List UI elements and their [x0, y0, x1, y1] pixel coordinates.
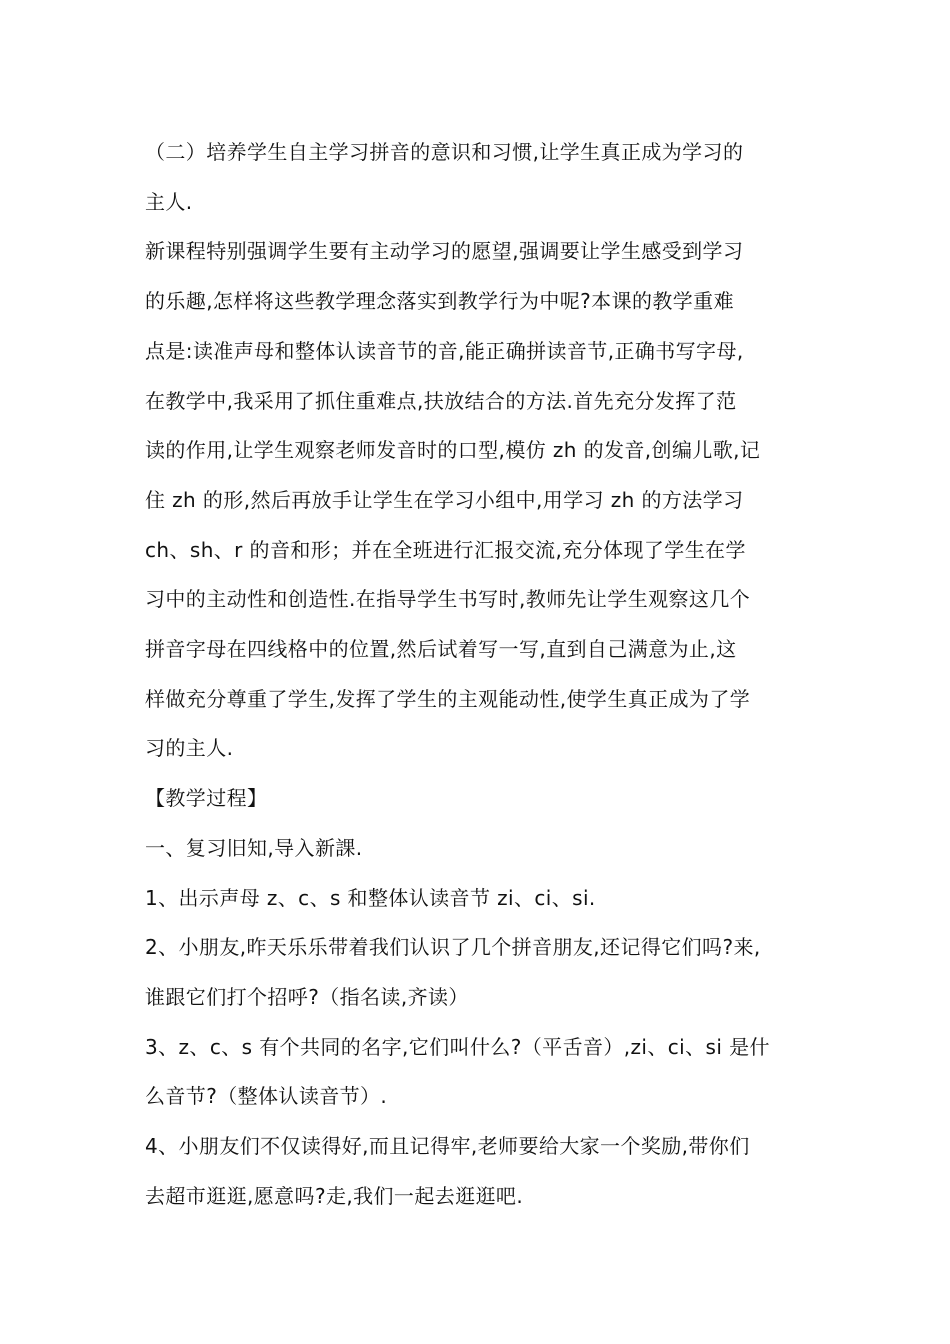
text-line: 读的作用,让学生观察老师发音时的口型,模仿 zh 的发音,创编儿歌,记	[145, 438, 761, 463]
text-line: 1、出示声母 z、c、s 和整体认读音节 zi、ci、si.	[145, 885, 596, 910]
list-item-1	[145, 874, 815, 924]
text-line: 的乐趣,怎样将这些教学理念落实到教学行为中呢?本课的教学重难	[145, 289, 734, 314]
text-line: 去超市逛逛,愿意吗?走,我们一起去逛逛吧.	[145, 1183, 524, 1208]
text-line: 么音节?（整体认读音节）.	[145, 1084, 388, 1109]
text-line: 在教学中,我采用了抓住重难点,扶放结合的方法.首先充分发挥了范	[145, 388, 737, 413]
paragraph-rationale	[145, 227, 815, 774]
text-line: 习中的主动性和创造性.在指导学生书写时,教师先让学生观察这几个	[145, 587, 751, 612]
text-line: 3、z、c、s 有个共同的名字,它们叫什么?（平舌音）,zi、ci、si 是什	[145, 1034, 770, 1059]
text-line: 住 zh 的形,然后再放手让学生在学习小组中,用学习 zh 的方法学习	[145, 487, 744, 512]
text-line: ch、sh、r 的音和形；并在全班进行汇报交流,充分体现了学生在学	[145, 537, 746, 562]
paragraph-goal	[145, 128, 815, 227]
document-body	[145, 128, 815, 1221]
text-line: 习的主人.	[145, 736, 234, 761]
text-line: 谁跟它们打个招呼?（指名读,齐读）	[145, 984, 469, 1009]
text-line: 新课程特别强调学生要有主动学习的愿望,强调要让学生感受到学习	[145, 239, 744, 264]
step-heading-review	[145, 824, 815, 874]
text-line: 一、复习旧知,导入新課.	[145, 835, 363, 860]
heading-text: 【教学过程】	[145, 786, 268, 811]
text-line: 2、小朋友,昨天乐乐带着我们认识了几个拼音朋友,还记得它们吗?来,	[145, 935, 761, 960]
text-line: （二）培养学生自主学习拼音的意识和习惯,让学生真正成为学习的	[145, 140, 744, 164]
section-heading-teaching-process	[145, 774, 815, 824]
text-line: 样做充分尊重了学生,发挥了学生的主观能动性,使学生真正成为了学	[145, 686, 751, 711]
text-line: 点是:读准声母和整体认读音节的音,能正确拼读音节,正确书写字母,	[145, 338, 744, 363]
text-line: 4、小朋友们不仅读得好,而且记得牢,老师要给大家一个奖励,带你们	[145, 1134, 750, 1159]
list-item-2	[145, 923, 815, 1022]
text-line: 拼音字母在四线格中的位置,然后试着写一写,直到自己满意为止,这	[145, 637, 737, 662]
text-line: 主人.	[145, 189, 193, 214]
list-item-4	[145, 1122, 815, 1221]
list-item-3	[145, 1023, 815, 1122]
